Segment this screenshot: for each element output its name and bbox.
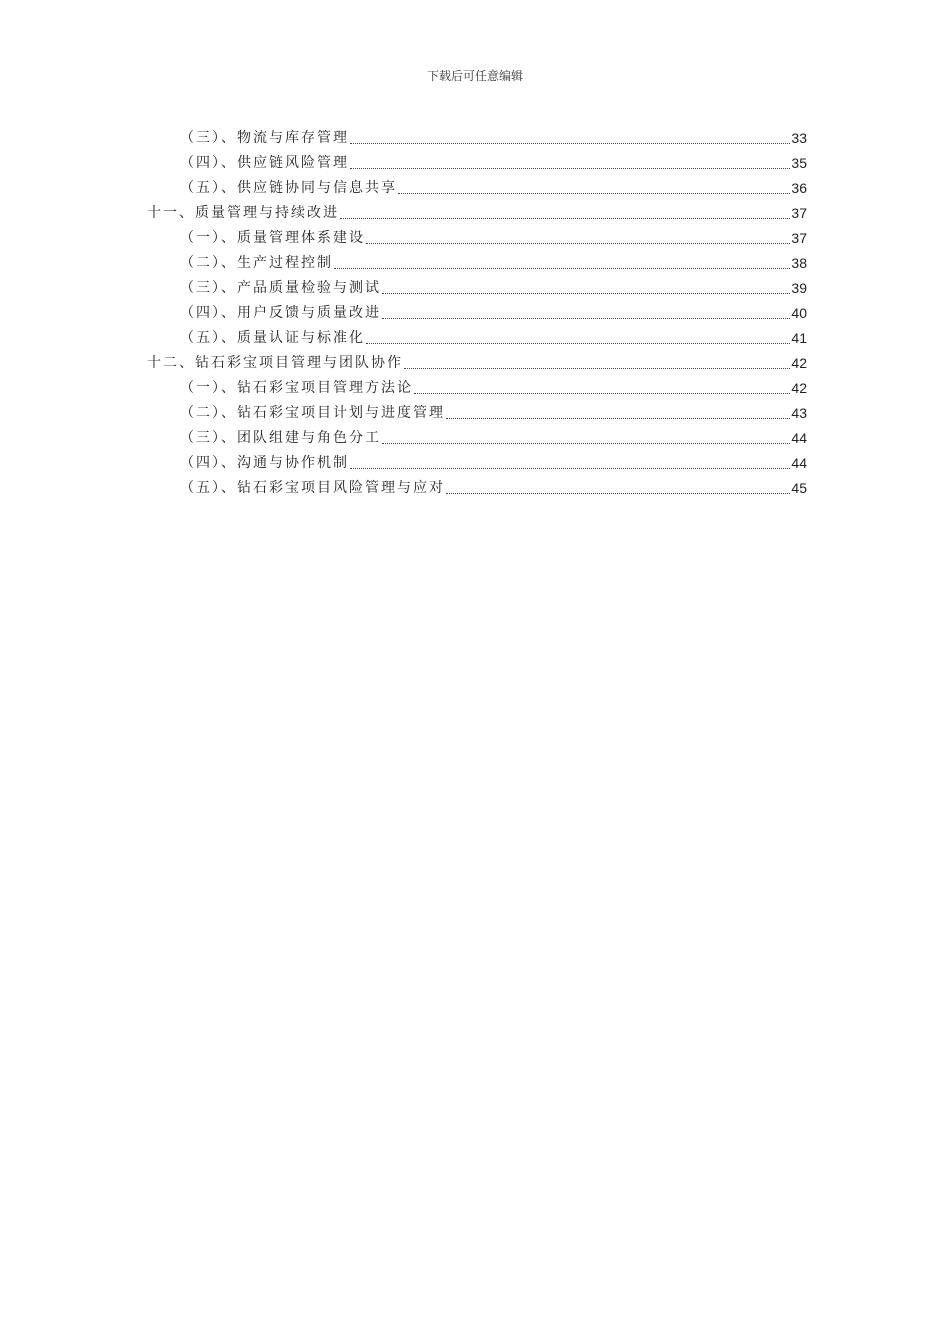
toc-entry-page: 37: [791, 205, 807, 221]
toc-entry-title: （一）、质量管理体系建设: [180, 230, 365, 246]
toc-entry[interactable]: [147, 201, 807, 223]
toc-entry[interactable]: [180, 376, 807, 398]
toc-entry[interactable]: [180, 276, 807, 298]
toc-entry-page: 41: [791, 330, 807, 346]
toc-entry[interactable]: [180, 226, 807, 248]
toc-dot-leader: [366, 243, 790, 244]
toc-entry-page: 44: [791, 430, 807, 446]
toc-entry[interactable]: [180, 476, 807, 498]
toc-dot-leader: [340, 218, 790, 219]
toc-entry-title: （一）、钻石彩宝项目管理方法论: [180, 380, 413, 396]
toc-dot-leader: [350, 468, 790, 469]
toc-dot-leader: [366, 343, 790, 344]
toc-entry[interactable]: [180, 176, 807, 198]
toc-entry[interactable]: [147, 351, 807, 373]
toc-entry[interactable]: [180, 451, 807, 473]
toc-entry-title: （四）、沟通与协作机制: [180, 455, 349, 471]
toc-entry-title: （二）、生产过程控制: [180, 255, 333, 271]
page-header: 下载后可任意编辑: [426, 69, 523, 83]
toc-entry-page: 45: [791, 480, 807, 496]
toc-entry-title: 十一、质量管理与持续改进: [147, 205, 339, 221]
toc-dot-leader: [382, 443, 790, 444]
toc-dot-leader: [350, 143, 790, 144]
toc-dot-leader: [350, 168, 790, 169]
toc-entry[interactable]: [180, 401, 807, 423]
toc-entry-page: 44: [791, 455, 807, 471]
toc-entry-page: 42: [791, 380, 807, 396]
toc-entry[interactable]: [180, 251, 807, 273]
toc-entry[interactable]: [180, 301, 807, 323]
toc-entry-page: 42: [791, 355, 807, 371]
toc-entry-page: 35: [791, 155, 807, 171]
toc-dot-leader: [414, 393, 790, 394]
toc-dot-leader: [404, 368, 790, 369]
toc-entry-title: （五）、质量认证与标准化: [180, 330, 365, 346]
toc-dot-leader: [382, 293, 790, 294]
toc-entry-page: 33: [791, 130, 807, 146]
toc-entry-title: 十二、钻石彩宝项目管理与团队协作: [147, 355, 403, 371]
toc-dot-leader: [446, 493, 790, 494]
toc-entry-title: （四）、用户反馈与质量改进: [180, 305, 381, 321]
toc-entry-title: （三）、物流与库存管理: [180, 130, 349, 146]
toc-entry-page: 36: [791, 180, 807, 196]
toc-entry-page: 43: [791, 405, 807, 421]
toc-entry-title: （五）、供应链协同与信息共享: [180, 180, 397, 196]
toc-dot-leader: [382, 318, 790, 319]
toc-entry-title: （三）、产品质量检验与测试: [180, 280, 381, 296]
toc-entry[interactable]: [180, 151, 807, 173]
toc-dot-leader: [398, 193, 790, 194]
toc-dot-leader: [334, 268, 790, 269]
toc-entry-title: （四）、供应链风险管理: [180, 155, 349, 171]
toc-entry-page: 38: [791, 255, 807, 271]
toc-entry[interactable]: [180, 326, 807, 348]
toc-entry[interactable]: [180, 126, 807, 148]
toc-entry-page: 40: [791, 305, 807, 321]
toc-entry-page: 39: [791, 280, 807, 296]
toc-entry-title: （二）、钻石彩宝项目计划与进度管理: [180, 405, 445, 421]
toc-entry-title: （三）、团队组建与角色分工: [180, 430, 381, 446]
toc-entry-page: 37: [791, 230, 807, 246]
toc-entry[interactable]: [180, 426, 807, 448]
toc-dot-leader: [446, 418, 790, 419]
toc-entry-title: （五）、钻石彩宝项目风险管理与应对: [180, 480, 445, 496]
